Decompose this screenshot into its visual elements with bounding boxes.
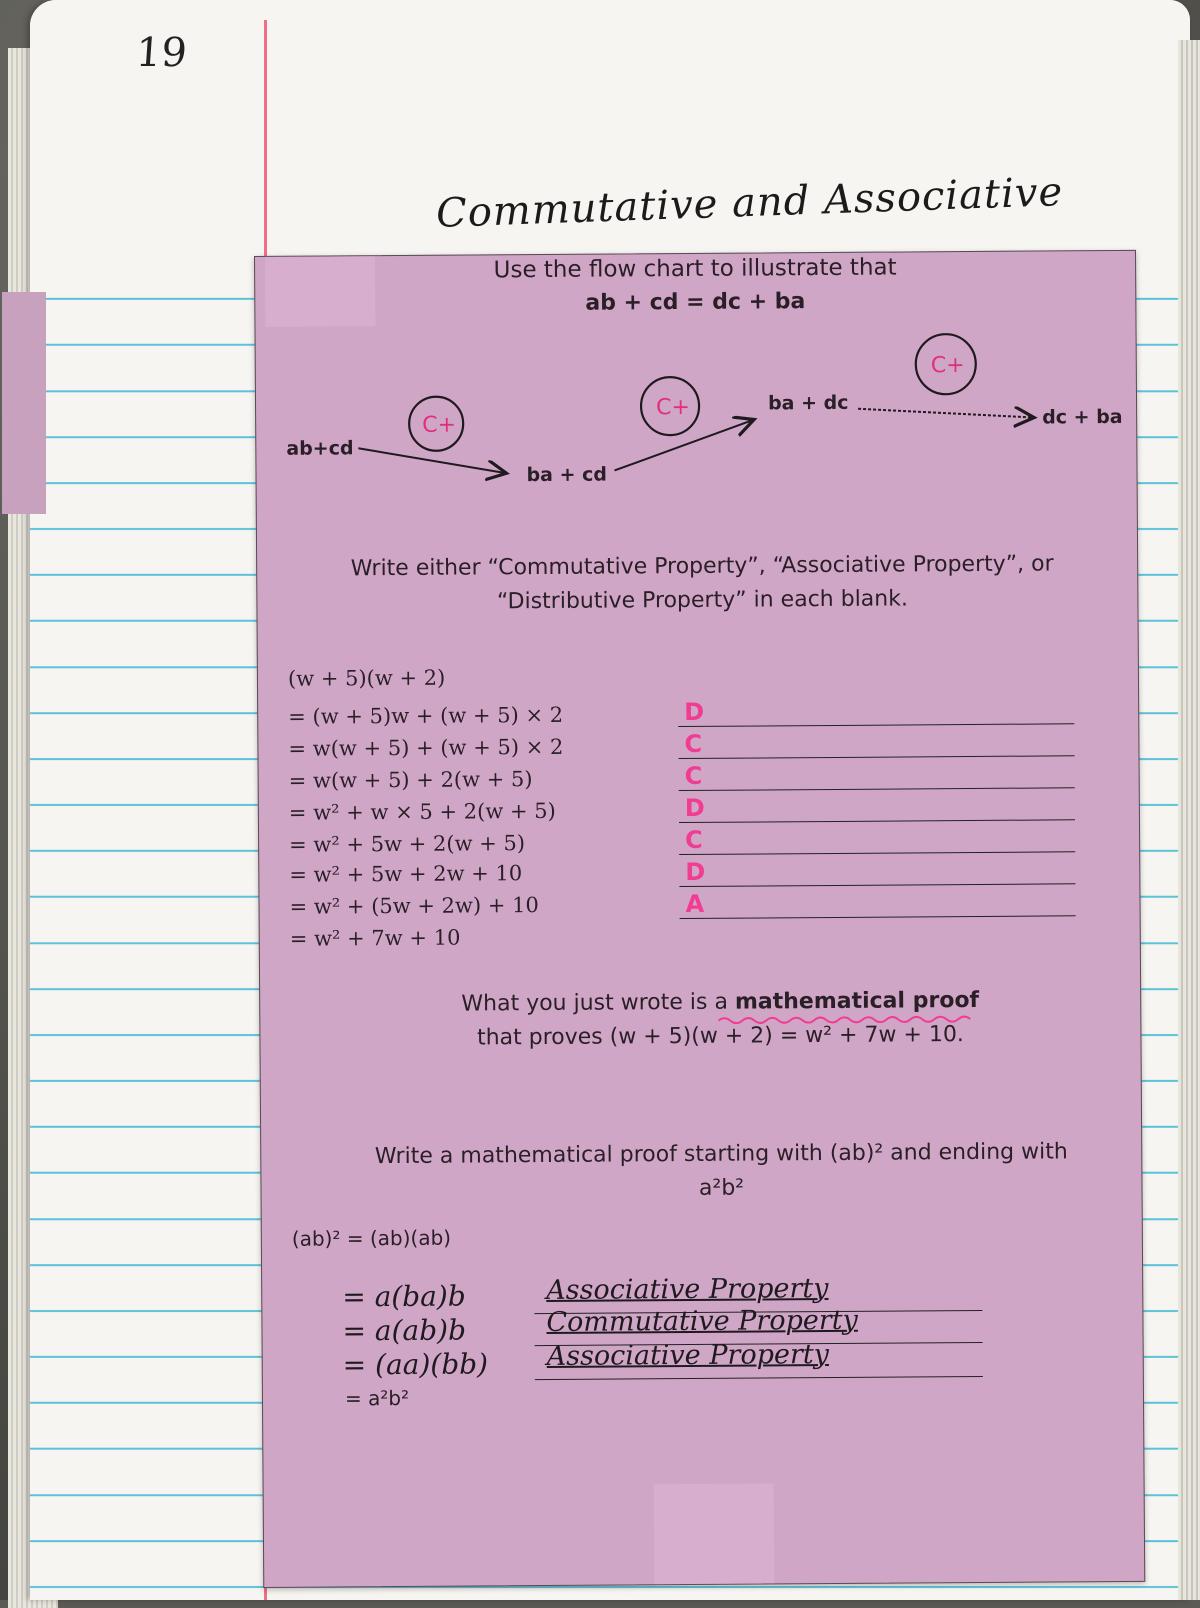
commutative-label-1: C+ — [422, 412, 457, 438]
proof1-step-4: = w² + w × 5 + 2(w + 5) — [288, 798, 556, 825]
answer-blank[interactable] — [678, 723, 1074, 727]
proof2-prompt-line-1: Write a mathematical proof starting with (ab)² and ending with — [374, 1139, 1068, 1170]
flow-node-2: ba + cd — [526, 463, 608, 487]
answer-letter: C — [684, 825, 703, 855]
target-equation: ab + cd = dc + ba — [585, 289, 806, 316]
proof1-step-5: = w² + 5w + 2(w + 5) — [289, 831, 526, 857]
flow-arrow-3 — [858, 408, 1034, 419]
proof2-reason-3: Associative Property — [546, 1339, 830, 1372]
intro-text: Use the flow chart to illustrate that — [493, 254, 897, 284]
answer-letter: A — [685, 889, 705, 919]
proof-note-line-1 — [260, 987, 1140, 1018]
proof2-prompt-line-2: a²b² — [698, 1175, 745, 1201]
proof1-step-8: = w² + 7w + 10 — [289, 925, 461, 951]
answer-blank[interactable] — [679, 819, 1075, 823]
answer-blank[interactable] — [679, 787, 1075, 791]
page-number: 19 — [134, 30, 189, 76]
page-stack-right-edge — [1178, 40, 1200, 1600]
handout-sheet — [254, 250, 1145, 1588]
commutative-label-2: C+ — [655, 394, 690, 421]
proof1-step-2: = w(w + 5) + (w + 5) × 2 — [288, 734, 564, 761]
page-title: Commutative and Associative — [435, 169, 1064, 237]
answer-blank[interactable] — [679, 851, 1075, 855]
answer-letter: D — [684, 793, 705, 823]
proof2-reason-1: Associative Property — [546, 1273, 829, 1306]
answer-letter: D — [684, 697, 705, 727]
side-tab — [2, 292, 46, 514]
proof1-step-7: = w² + (5w + 2w) + 10 — [289, 893, 539, 919]
tape-strip — [654, 1483, 775, 1584]
answer-blank[interactable] — [680, 915, 1076, 919]
answer-blank[interactable] — [535, 1376, 983, 1380]
proof-note-prefix: What you just wrote is a — [461, 989, 735, 1017]
commutative-label-3: C+ — [930, 353, 965, 379]
proof1-step-0: (w + 5)(w + 2) — [287, 665, 446, 691]
instruction-line-1: Write either “Commutative Property”, “Associative Property”, or — [350, 551, 1054, 582]
proof2-reason-2: Commutative Property — [546, 1304, 858, 1338]
flow-node-1: ab+cd — [286, 437, 354, 460]
proof1-step-1: = (w + 5)w + (w + 5) × 2 — [288, 702, 564, 729]
flow-node-3: ba + dc — [767, 391, 849, 415]
proof2-final: = a²b² — [344, 1385, 410, 1411]
proof2-start: (ab)² = (ab)(ab) — [291, 1225, 452, 1251]
flow-node-4: dc + ba — [1042, 405, 1123, 429]
flow-chart — [255, 311, 1136, 497]
answer-letter: D — [685, 857, 706, 887]
answer-letter: C — [684, 761, 703, 791]
proof2-step-3: = (aa)(bb) — [342, 1347, 489, 1382]
proof2-step-1: = a(ba)b — [342, 1279, 466, 1314]
flow-arrow-2 — [614, 420, 754, 471]
proof2-step-2: = a(ab)b — [342, 1313, 467, 1348]
proof-note-term: mathematical proof — [734, 987, 980, 1015]
proof1-step-6: = w² + 5w + 2w + 10 — [289, 861, 523, 887]
answer-blank[interactable] — [679, 755, 1075, 759]
proof-note-line-2: that proves (w + 5)(w + 2) = w² + 7w + 10. — [476, 1022, 964, 1051]
instruction-line-2: “Distributive Property” in each blank. — [496, 586, 909, 615]
answer-letter: C — [684, 729, 703, 759]
proof1-step-3: = w(w + 5) + 2(w + 5) — [288, 767, 533, 793]
answer-blank[interactable] — [679, 883, 1075, 887]
